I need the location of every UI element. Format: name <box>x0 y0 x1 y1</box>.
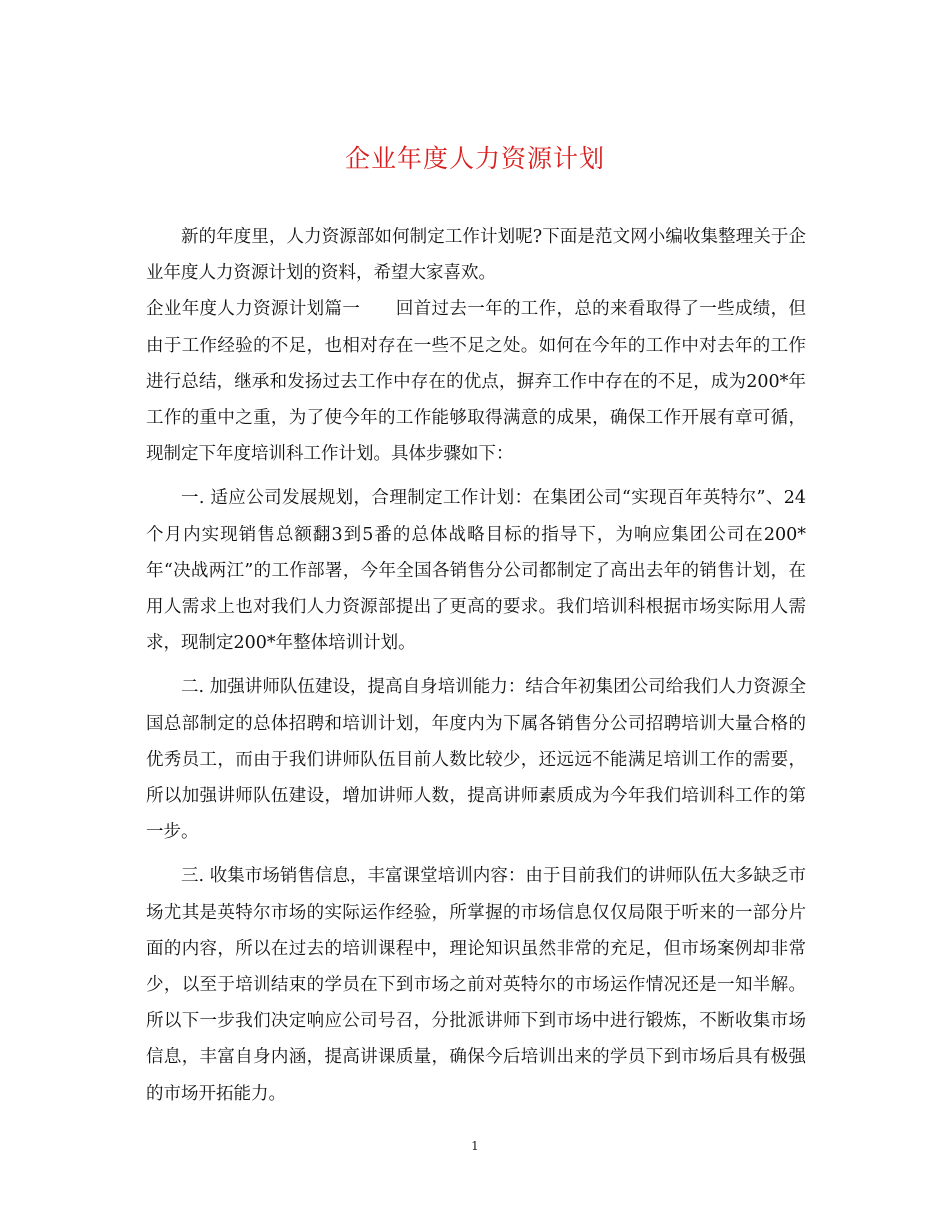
intro-paragraph: 新的年度里，人力资源部如何制定工作计划呢?下面是范文网小编收集整理关于企业年度人力资源计划的资料，希望大家喜欢。 <box>146 227 806 284</box>
document-body <box>146 219 806 1112</box>
plan-item-three-paragraph: 三. 收集市场销售信息，丰富课堂培训内容：由于目前我们的讲师队伍大多缺乏市场尤其是英特尔市场的实际运作经验，所掌握的市场信息仅仅局限于听来的一部分片面的内容，所以在过去的培训课程中，理论知识虽然非常的充足，但市场案例却非常少，以至于培训结束的学员在下到市场之前对英特尔的市场运作情况还是一知半解。所以下一步我们决定响应公司号召，分批派讲师下到市场中进行锻炼，不断收集市场信息，丰富自身内涵，提高讲课质量，确保今后培训出来的学员下到市场后具有极强的市场开拓能力。 <box>146 866 806 1104</box>
document-title: 企业年度人力资源计划 <box>344 144 605 173</box>
page-number: 1 <box>471 1139 479 1153</box>
section-one-paragraph: 企业年度人力资源计划篇一 回首过去一年的工作，总的来看取得了一些成绩，但由于工作经验的不足，也相对存在一些不足之处。如何在今年的工作中对去年的工作进行总结，继承和发扬过去工作中存在的优点，摒弃工作中存在的不足，成为200*年工作的重中之重，为了使今年的工作能够取得满意的成果，确保工作开展有章可循，现制定下年度培训科工作计划。具体步骤如下： <box>146 299 806 465</box>
plan-item-two-paragraph: 二. 加强讲师队伍建设，提高自身培训能力：结合年初集团公司给我们人力资源全国总部制定的总体招聘和培训计划，年度内为下属各销售分公司招聘培训大量合格的优秀员工，而由于我们讲师队伍目前人数比较少，还远远不能满足培训工作的需要，所以加强讲师队伍建设，增加讲师人数，提高讲师素质成为今年我们培训科工作的第一步。 <box>146 677 806 843</box>
plan-item-one-paragraph: 一. 适应公司发展规划，合理制定工作计划：在集团公司“实现百年英特尔”、24个月内实现销售总额翻3到5番的总体战略目标的指导下，为响应集团公司在200*年“决战两江”的工作部署，今年全国各销售分公司都制定了高出去年的销售计划，在用人需求上也对我们人力资源部提出了更高的要求。我们培训科根据市场实际用人需求，现制定200*年整体培训计划。 <box>146 488 806 654</box>
